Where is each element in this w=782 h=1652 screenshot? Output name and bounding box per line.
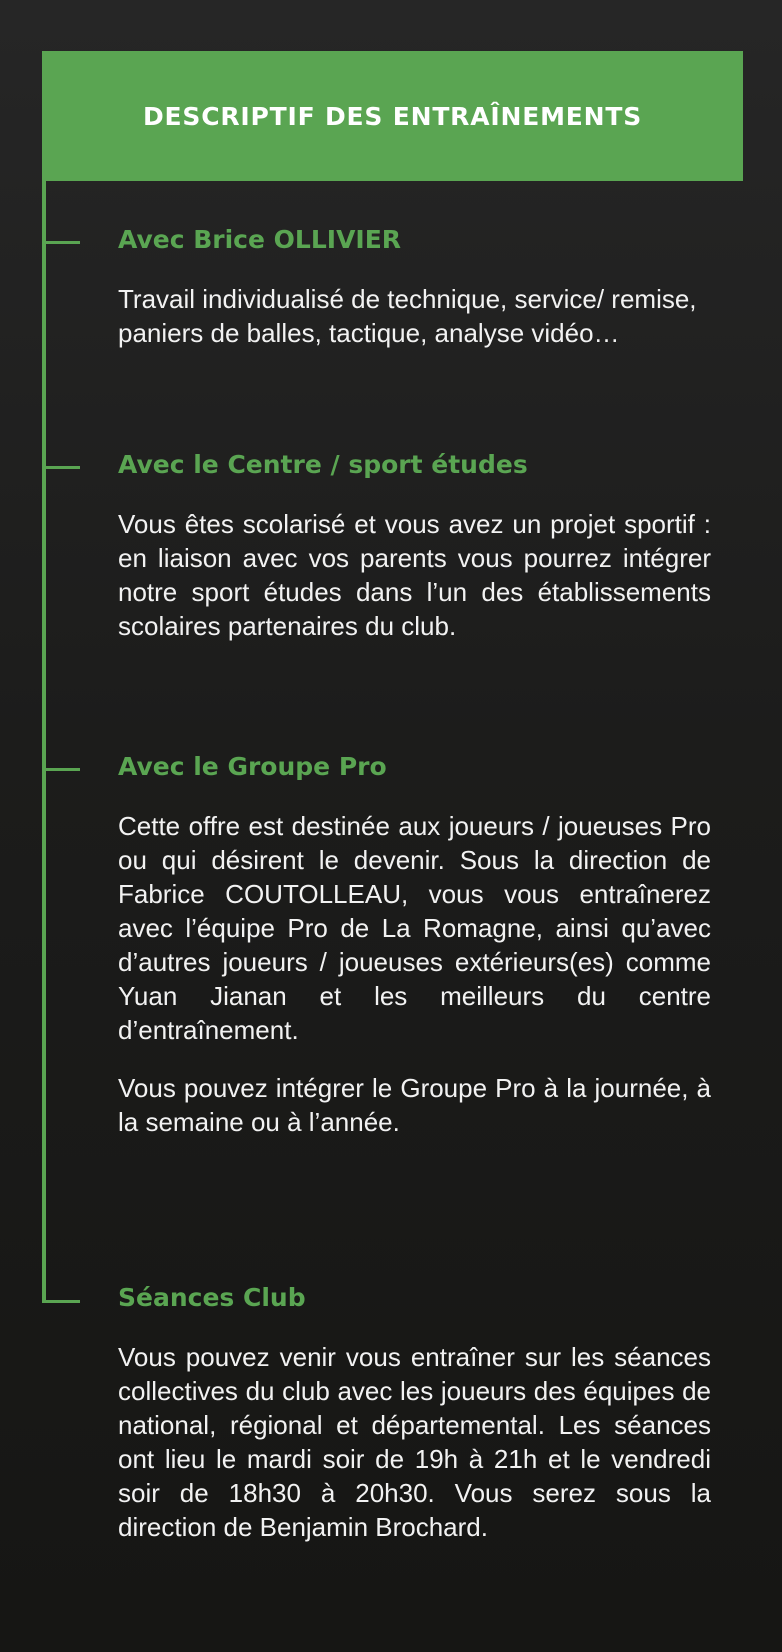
section-groupe-pro <box>118 751 711 1139</box>
section-brice-ollivier <box>118 224 711 350</box>
page-title: DESCRIPTIF DES ENTRAÎNEMENTS <box>142 101 643 131</box>
timeline-tick <box>42 466 80 469</box>
section-text: Vous pouvez intégrer le Groupe Pro à la journée, à la semaine ou à l’année. <box>118 1073 711 1137</box>
section-seances-club <box>118 1282 711 1544</box>
section-text: Cette offre est destinée aux joueurs / joueuses Pro ou qui désirent le devenir. Sous la direction de Fabrice COUTOLLEAU, vous vous entraînerez avec l’équipe Pro de La Romagne, ainsi qu’avec d’autres joueurs / joueuses extérieurs(es) comme Yuan Jianan et les meilleurs du centre d’entraînement. <box>118 811 711 1045</box>
section-title: Avec le Centre / sport études <box>118 450 528 479</box>
timeline-line <box>42 181 46 1303</box>
section-text: Vous pouvez venir vous entraîner sur les séances collectives du club avec les joueurs des équipes de national, régional et départemental. Les séances ont lieu le mardi soir de 19h à 21h et le vendredi soir de 18h30 à 20h30. Vous serez sous la direction de Benjamin Brochard. <box>118 1342 711 1542</box>
header-banner <box>42 51 743 181</box>
section-title: Avec Brice OLLIVIER <box>118 225 402 254</box>
timeline-tick <box>42 768 80 771</box>
timeline-tick <box>42 241 80 244</box>
section-text: Vous êtes scolarisé et vous avez un projet sportif : en liaison avec vos parents vous pourrez intégrer notre sport études dans l’un des établissements scolaires partenaires du club. <box>118 509 711 641</box>
section-centre-sport-etudes <box>118 449 711 643</box>
timeline-tick <box>42 1300 80 1303</box>
section-title: Séances Club <box>118 1283 306 1312</box>
section-title: Avec le Groupe Pro <box>118 752 387 781</box>
section-text: Travail individualisé de technique, service/ remise, paniers de balles, tactique, analyse vidéo… <box>118 284 697 348</box>
